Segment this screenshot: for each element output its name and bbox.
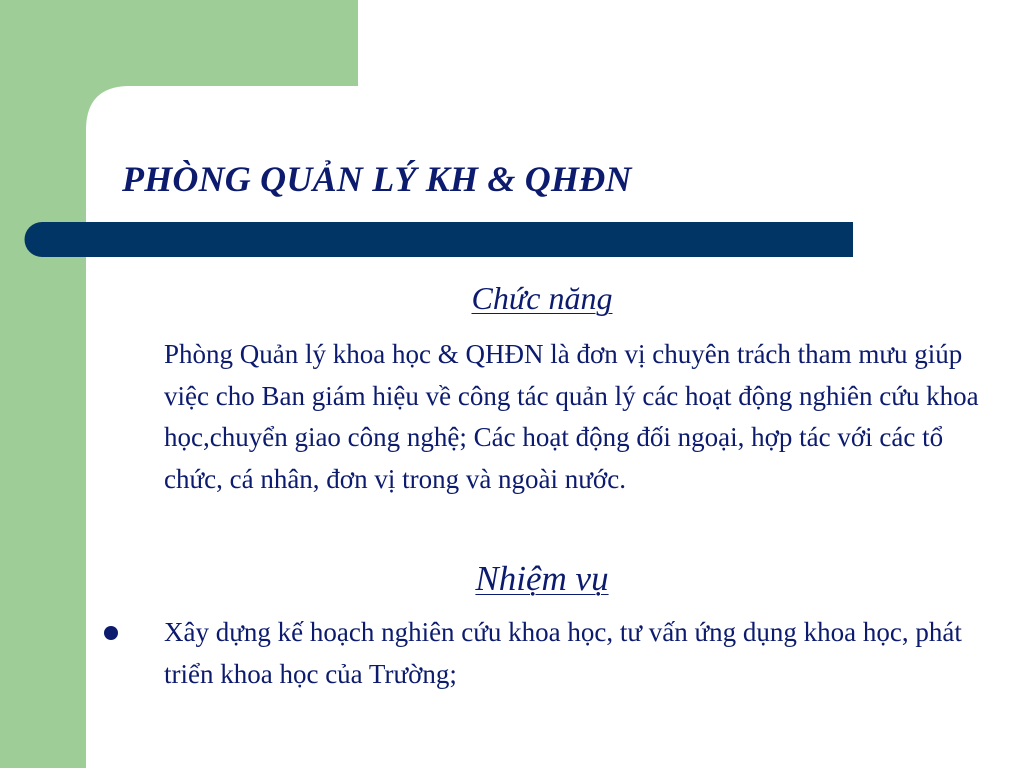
slide-title: PHÒNG QUẢN LÝ KH & QHĐN (122, 159, 632, 199)
title-underline-bar (25, 222, 854, 257)
section-heading-functions: Chức năng (471, 280, 613, 316)
section-body-functions: Phòng Quản lý khoa học & QHĐN là đơn vị chuyên trách tham mưu giúp việc cho Ban giám hiệu về công tác quản lý các hoạt động nghiên cứu khoa học,chuyển giao công nghệ; Các hoạt động đối ngoại, hợp tác với các tổ chức, cá nhân, đơn vị trong và ngoài nước. (164, 339, 979, 494)
bullet-text: Xây dựng kế hoạch nghiên cứu khoa học, tư vấn ứng dụng khoa học, phát triển khoa học của Trường; (164, 617, 962, 689)
section-heading-duties: Nhiệm vụ (475, 559, 609, 598)
bullet-dot-icon (104, 626, 118, 640)
